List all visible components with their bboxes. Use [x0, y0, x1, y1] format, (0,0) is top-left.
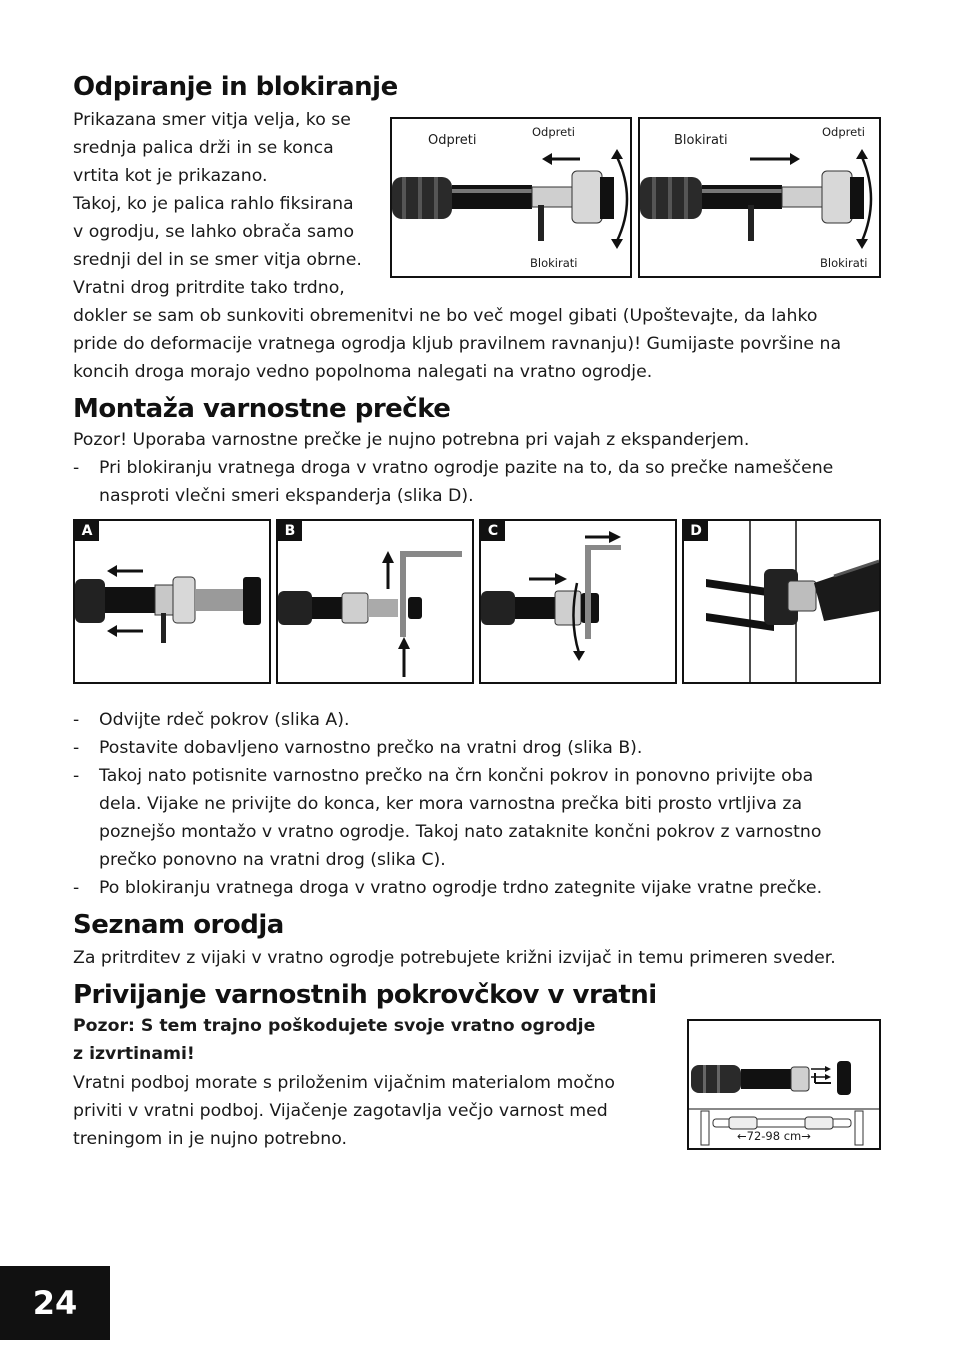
- figure-d: [682, 519, 881, 684]
- page-number: 24: [0, 1266, 110, 1340]
- text-line: Prikazana smer vitja velja, ko se: [73, 110, 351, 130]
- figure-c: [479, 519, 677, 684]
- figure-b-illustration: [278, 521, 472, 682]
- figure-d-illustration: [684, 521, 879, 682]
- figure-badge: C: [481, 521, 505, 541]
- bullet-dash: -: [73, 738, 80, 758]
- text-line: Vratni drog pritrdite tako trdno,: [73, 278, 345, 298]
- figure-a: [73, 519, 271, 684]
- bullet-line: Postavite dobavljeno varnostno prečko na vratni drog (slika B).: [99, 738, 643, 758]
- bullet-line: dela. Vijake ne privijte do konca, ker mora varnostna prečka biti prosto vrtljiva za: [99, 794, 803, 814]
- bullet-line: Takoj nato potisnite varnostno prečko na črn končni pokrov in ponovno privijte oba: [99, 766, 814, 786]
- section-heading-safety-bar: Montaža varnostne prečke: [73, 394, 451, 424]
- text-line: pride do deformacije vratnega ogrodja kljub pravilnem ravnanju)! Gumijaste površine na: [73, 334, 842, 354]
- bullet-line: prečko ponovno na vratni drog (slika C).: [99, 850, 446, 870]
- figure-badge: B: [278, 521, 302, 541]
- list-item: [73, 706, 883, 734]
- label-main: Blokirati: [674, 133, 728, 148]
- label-main: Odpreti: [428, 133, 477, 148]
- text-line: v ogrodju, se lahko obrača samo: [73, 222, 355, 242]
- figure-open-direction: [390, 117, 632, 278]
- label-top: Odpreti: [532, 125, 575, 139]
- bullet-line: Odvijte rdeč pokrov (slika A).: [99, 710, 350, 730]
- figure-badge: D: [684, 521, 708, 541]
- list-item: [73, 874, 883, 902]
- bullet-dash: -: [73, 458, 80, 478]
- text-line: srednji del in se smer vitja obrne.: [73, 250, 362, 270]
- tool-list-text: Za pritrditev z vijaki v vratno ogrodje potrebujete križni izvijač in temu primeren sveder.: [73, 948, 836, 968]
- figure-c-illustration: [481, 521, 675, 682]
- section-heading-screwing-caps: Privijanje varnostnih pokrovčkov v vratni: [73, 980, 657, 1010]
- text-line: priviti v vratni podboj. Vijačenje zagotavlja večjo varnost med: [73, 1101, 608, 1121]
- bullet-dash: -: [73, 878, 80, 898]
- section-heading-opening-locking: Odpiranje in blokiranje: [73, 72, 398, 102]
- list-item: [73, 734, 883, 762]
- bullet-line: poznejšo montažo v vratno ogrodje. Takoj nato zataknite končni pokrov z varnostno: [99, 822, 822, 842]
- figure-a-illustration: [75, 521, 269, 682]
- figure-badge: A: [75, 521, 99, 541]
- label-bottom: Blokirati: [820, 256, 868, 270]
- figure-b: [276, 519, 474, 684]
- label-bottom: Blokirati: [530, 256, 578, 270]
- bullet-line: nasproti vlečni smeri ekspanderja (slika D).: [99, 486, 474, 506]
- list-item: [73, 762, 883, 874]
- dimension-label: ←72-98 cm→: [737, 1129, 811, 1143]
- text-line: Takoj, ko je palica rahlo fiksirana: [73, 194, 354, 214]
- figure-door-frame-caps: [687, 1019, 881, 1150]
- text-line: treningom in je nujno potrebno.: [73, 1129, 347, 1149]
- text-line: dokler se sam ob sunkoviti obremenitvi ne bo več mogel gibati (Upoštevajte, da lahko: [73, 306, 818, 326]
- text-line: vrtita kot je prikazano.: [73, 166, 268, 186]
- list-item: [73, 454, 883, 510]
- text-line: koncih droga morajo vedno popolnoma nalegati na vratno ogrodje.: [73, 362, 653, 382]
- bullet-line: Po blokiranju vratnega droga v vratno ogrodje trdno zategnite vijake vratne prečke.: [99, 878, 823, 898]
- text-line: srednja palica drži in se konca: [73, 138, 334, 158]
- bullet-line: Pri blokiranju vratnega droga v vratno ogrodje pazite na to, da so prečke nameščene: [99, 458, 834, 478]
- warning-line: Pozor: S tem trajno poškodujete svoje vratno ogrodje: [73, 1016, 596, 1036]
- safety-intro: Pozor! Uporaba varnostne prečke je nujno potrebna pri vajah z ekspanderjem.: [73, 430, 750, 450]
- label-top: Odpreti: [822, 125, 865, 139]
- bullet-dash: -: [73, 766, 80, 786]
- warning-line: z izvrtinami!: [73, 1044, 195, 1064]
- text-line: Vratni podboj morate s priloženim vijačnim materialom močno: [73, 1073, 615, 1093]
- section-heading-tool-list: Seznam orodja: [73, 910, 284, 940]
- figure-lock-direction: [638, 117, 881, 278]
- bullet-dash: -: [73, 710, 80, 730]
